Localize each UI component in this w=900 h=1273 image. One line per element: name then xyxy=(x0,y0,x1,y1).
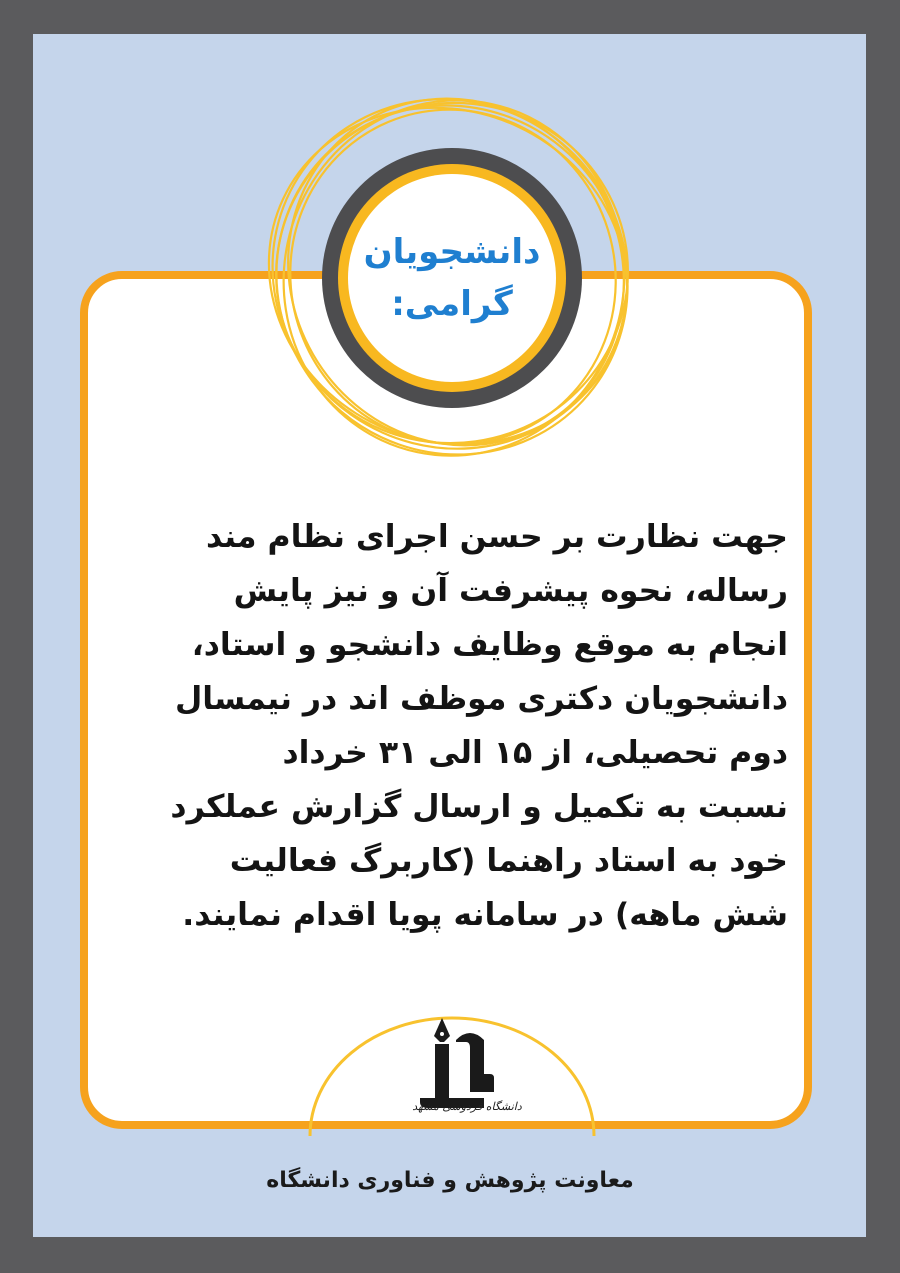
logo-caption: دانشگاه فردوسی مشهد xyxy=(412,1100,522,1113)
text-line: دانشجویان دکتری موظف اند در نیمسال xyxy=(174,681,788,717)
announcement-text xyxy=(118,510,788,942)
logo-arc xyxy=(310,1018,594,1136)
text-line: خود به استاد راهنما (کاربرگ فعالیت xyxy=(229,843,788,879)
text-line: انجام به موقع وظایف دانشجو و استاد، xyxy=(191,627,788,663)
text-line: دوم تحصیلی، از ۱۵ الی ۳۱ خرداد xyxy=(282,735,788,771)
badge-title-line1: دانشجویان xyxy=(363,232,541,272)
badge-title xyxy=(262,226,642,330)
footer-text: معاونت پژوهش و فناوری دانشگاه xyxy=(266,1168,634,1193)
university-logo xyxy=(304,1012,600,1136)
pen-nib-icon xyxy=(420,1018,494,1108)
badge-title-line2: گرامی: xyxy=(391,284,513,324)
text-line: رساله، نحوه پیشرفت آن و نیز پایش xyxy=(233,573,788,609)
logo-area xyxy=(304,1012,600,1136)
text-line: شش ماهه) در سامانه پویا اقدام نمایند. xyxy=(182,897,788,933)
text-line: نسبت به تکمیل و ارسال گزارش عملکرد xyxy=(170,789,788,825)
text-line: جهت نظارت بر حسن اجرای نظام مند xyxy=(205,519,788,555)
title-badge xyxy=(262,88,642,468)
